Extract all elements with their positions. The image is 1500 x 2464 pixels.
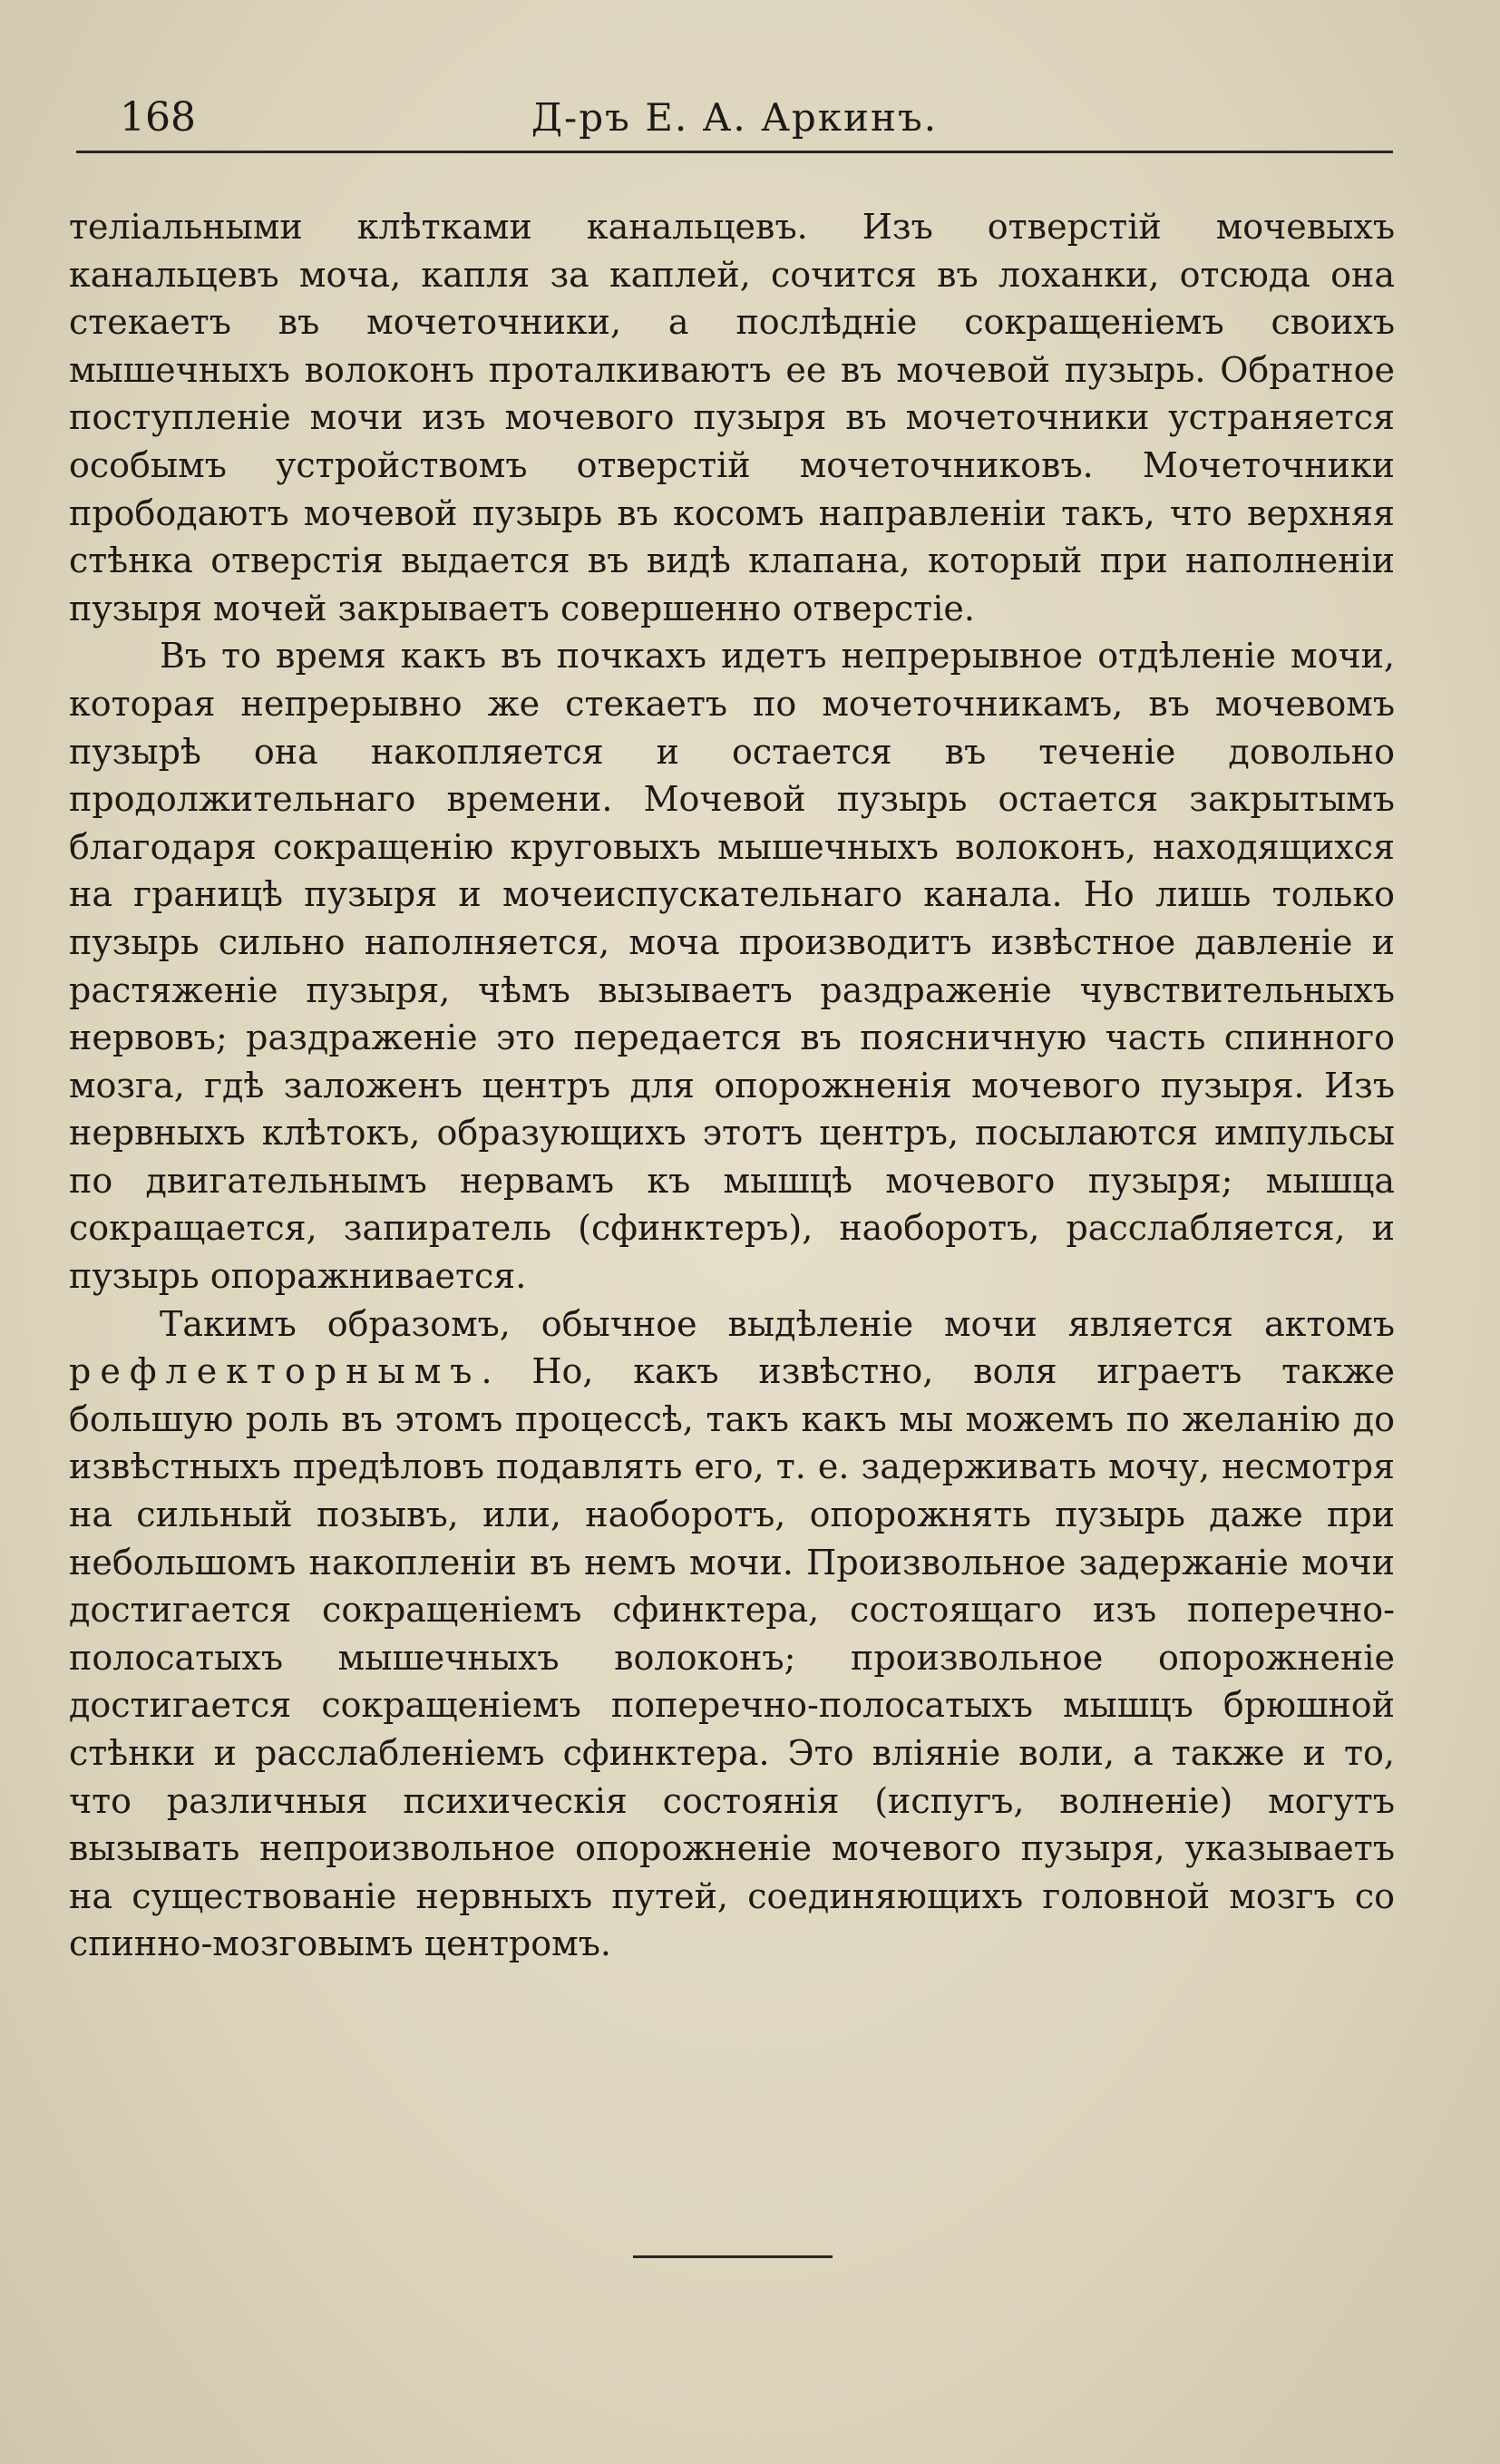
running-head: Д-ръ Е. А. Аркинъ.	[531, 95, 939, 140]
paragraph-1: теліальными клѣтками канальцевъ. Изъ отверстій мочевыхъ канальцевъ моча, капля за каплей, сочится въ лоханки, отсюда она стекаетъ въ мочеточники, а послѣдніе сокращеніемъ своихъ мышечныхъ волоконъ проталкиваютъ ее въ мочевой пузырь. Обратное поступленіе мочи изъ мочевого пузыря въ мочеточники устраняется особымъ устройствомъ отверстій мочеточниковъ. Мочеточники прободаютъ мочевой пузырь въ косомъ направленіи такъ, что верхняя стѣнка отверстія выдается въ видѣ клапана, который при наполненіи пузыря мочей закрываетъ совершенно отверстіе.	[69, 207, 1395, 628]
section-end-rule	[633, 2255, 833, 2258]
page-header	[76, 91, 1393, 153]
emphasized-term: рефлекторнымъ	[69, 1351, 482, 1392]
page-number: 168	[120, 94, 196, 141]
paragraph-3	[69, 1300, 1395, 1968]
body-text	[69, 203, 1395, 1968]
paragraph-2: Въ то время какъ въ почкахъ идетъ непрерывное отдѣленіе мочи, которая непрерывно же стекаетъ по мочеточникамъ, въ мочевомъ пузырѣ она накопляется и остается въ теченіе довольно продолжительнаго времени. Мочевой пузырь остается закрытымъ благодаря сокращенію круговыхъ мышечныхъ волоконъ, находящихся на границѣ пузыря и мочеиспускательнаго канала. Но лишь только пузырь сильно наполняется, моча производитъ извѣстное давленіе и растяженіе пузыря, чѣмъ вызываетъ раздраженіе чувствительныхъ нервовъ; раздраженіе это передается въ поясничную часть спинного мозга, гдѣ заложенъ центръ для опорожненія мочевого пузыря. Изъ нервныхъ клѣтокъ, образующихъ этотъ центръ, посылаются импульсы по двигательнымъ нервамъ къ мышцѣ мочевого пузыря; мышца сокращается, запиратель (сфинктеръ), наоборотъ, расслабляется, и пузырь опоражнивается.	[69, 636, 1395, 1297]
paragraph-3-rest: . Но, какъ извѣстно, воля играетъ также большую роль въ этомъ процессѣ, такъ какъ мы можемъ по желанію до извѣстныхъ предѣловъ подавлять его, т. е. задерживать мочу, несмотря на сильный позывъ, или, наоборотъ, опорожнять пузырь даже при небольшомъ накопленіи въ немъ мочи. Произвольное задержаніе мочи достигается сокращеніемъ сфинктера, состоящаго изъ поперечно-полосатыхъ мышечныхъ волоконъ; произвольное опорожненіе достигается сокращеніемъ поперечно-полосатыхъ мышцъ брюшной стѣнки и расслабленіемъ сфинктера. Это вліяніе воли, а также и то, что различныя психическія состоянія (испугъ, волненіе) могутъ вызывать непроизвольное опорожненіе мочевого пузыря, указываетъ на существованіе нервныхъ путей, соединяющихъ головной мозгъ со спинно-мозговымъ центромъ.	[69, 1351, 1395, 1964]
paragraph-3-start: Такимъ образомъ, обычное выдѣленіе мочи является актомъ	[160, 1303, 1395, 1344]
